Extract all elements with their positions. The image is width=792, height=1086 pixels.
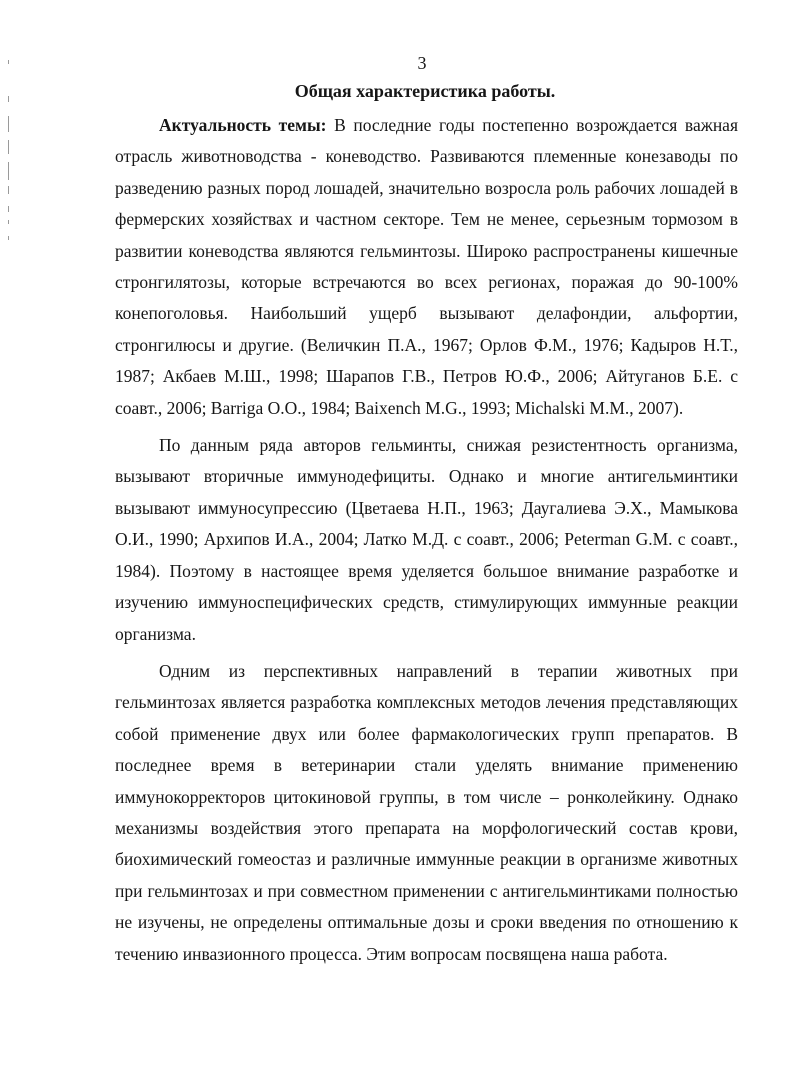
section-heading: Общая характеристика работы. [294, 81, 556, 101]
paragraph-text: В последние годы постепенно возрождается важная отрасль животноводства - коневодство. Развиваются племенные конезаводы по разведению разных пород лошадей, значительно возросла роль рабочих лошадей в фермерских хозяйствах и частном секторе. Тем не менее, серьезным тормозом в развитии коневодства являются гельминтозы. Широко распространены кишечные стронгилятозы, которые встречаются во всех регионах, поражая до 90-100% конепоголовья. Наибольший ущерб вызывают делафондии, альфортии, стронгилюсы и другие. (Величкин П.А., 1967; Орлов Ф.М., 1976; Кадыров Н.Т., 1987; Акбаев М.Ш., 1998; Шарапов Г.В., Петров Ю.Ф., 2006; Айтуганов Б.Е. с соавт., 2006; Barriga O.O., 1984; Baixench M.G., 1993; Michalski M.M., 2007). [115, 115, 738, 418]
paragraph-therapy: Одним из перспективных направлений в терапии животных при гельминтозах является разработка комплексных методов лечения представляющих собой применение двух или более фармакологических групп препаратов. В последнее время в ветеринарии стали уделять внимание применению иммунокорректоров цитокиновой группы, в том числе – ронколейкину. Однако механизмы воздействия этого препарата на морфологический состав крови, биохимический гомеостаз и различные иммунные реакции в организме животных при гельминтозах и при совместном применении с антигельминтиками полностью не изучены, не определены оптимальные дозы и сроки введения по отношению к течению инвазионного процесса. Этим вопросам посвящена наша работа. [115, 660, 738, 964]
paragraph-immunodeficiency: По данным ряда авторов гельминты, снижая резистентность организма, вызывают вторичные иммунодефициты. Однако и многие антигельминтики вызывают иммуносупрессию (Цветаева Н.П., 1963; Даугалиева Э.Х., Мамыкова О.И., 1990; Архипов И.А., 2004; Латко М.Д. с соавт., 2006; Peterman G.M. с соавт., 1984). Поэтому в настоящее время уделяется большое внимание разработке и изучению иммуноспецифических средств, стимулирующих иммунные реакции организма. [115, 435, 738, 644]
paragraph-lead: Актуальность темы: [159, 115, 327, 135]
document-body [115, 110, 738, 976]
page-number: 3 [417, 53, 427, 73]
paragraph-relevance [115, 110, 738, 424]
